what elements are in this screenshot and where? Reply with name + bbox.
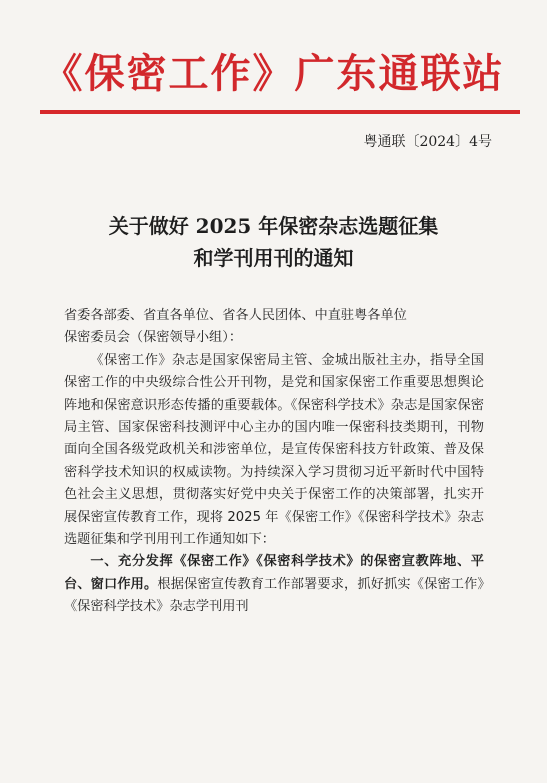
section-1-text: 根据保密宣传教育工作部署要求，抓好抓实《保密工作》《保密科学技术》杂志学刊用刊 bbox=[64, 576, 485, 615]
document-body bbox=[64, 305, 484, 619]
section-1-heading: 一、充分发挥《保密工作》《保密科学技术》的保密宣教阵地、平台、窗口作用。 bbox=[64, 554, 484, 592]
document-title-line-1: 关于做好 2025 年保密杂志选题征集 bbox=[108, 214, 439, 238]
bleed-through-text bbox=[120, 150, 132, 172]
red-header-rule bbox=[40, 110, 520, 114]
document-number: 粤通联〔2024〕4号 bbox=[363, 134, 492, 150]
masthead: 《保密工作》广东通联站 bbox=[42, 50, 505, 97]
intro-paragraph: 《保密工作》杂志是国家保密局主管、金城出版社主办，指导全国保密工作的中央级综合性公开刊物，是党和国家保密工作重要思想舆论阵地和保密意识形态传播的重要载体。《保密科学技术》杂志是国家保密局主管、国家保密科技测评中心主办的国内唯一保密科技类期刊，刊物面向全国各级党政机关和涉密单位，是宣传保密科技方针政策、普及保密科学技术知识的权威读物。为持续深入学习贯彻习近平新时代中国特色社会主义思想，贯彻落实好党中央关于保密工作的决策部署，扎实开展保密宣传教育工作，现将 2025 年《保密工作》《保密科学技术》杂志选题征集和学刊用刊工作通知如下： bbox=[64, 352, 484, 548]
section-1-paragraph bbox=[64, 551, 484, 618]
document-title-line-2: 和学刊用刊的通知 bbox=[193, 246, 354, 270]
recipients-line-1: 省委各部委、省直各单位、省各人民团体、中直驻粤各单位 bbox=[64, 308, 407, 323]
recipients-line-2: 保密委员会（保密领导小组）： bbox=[64, 330, 243, 346]
